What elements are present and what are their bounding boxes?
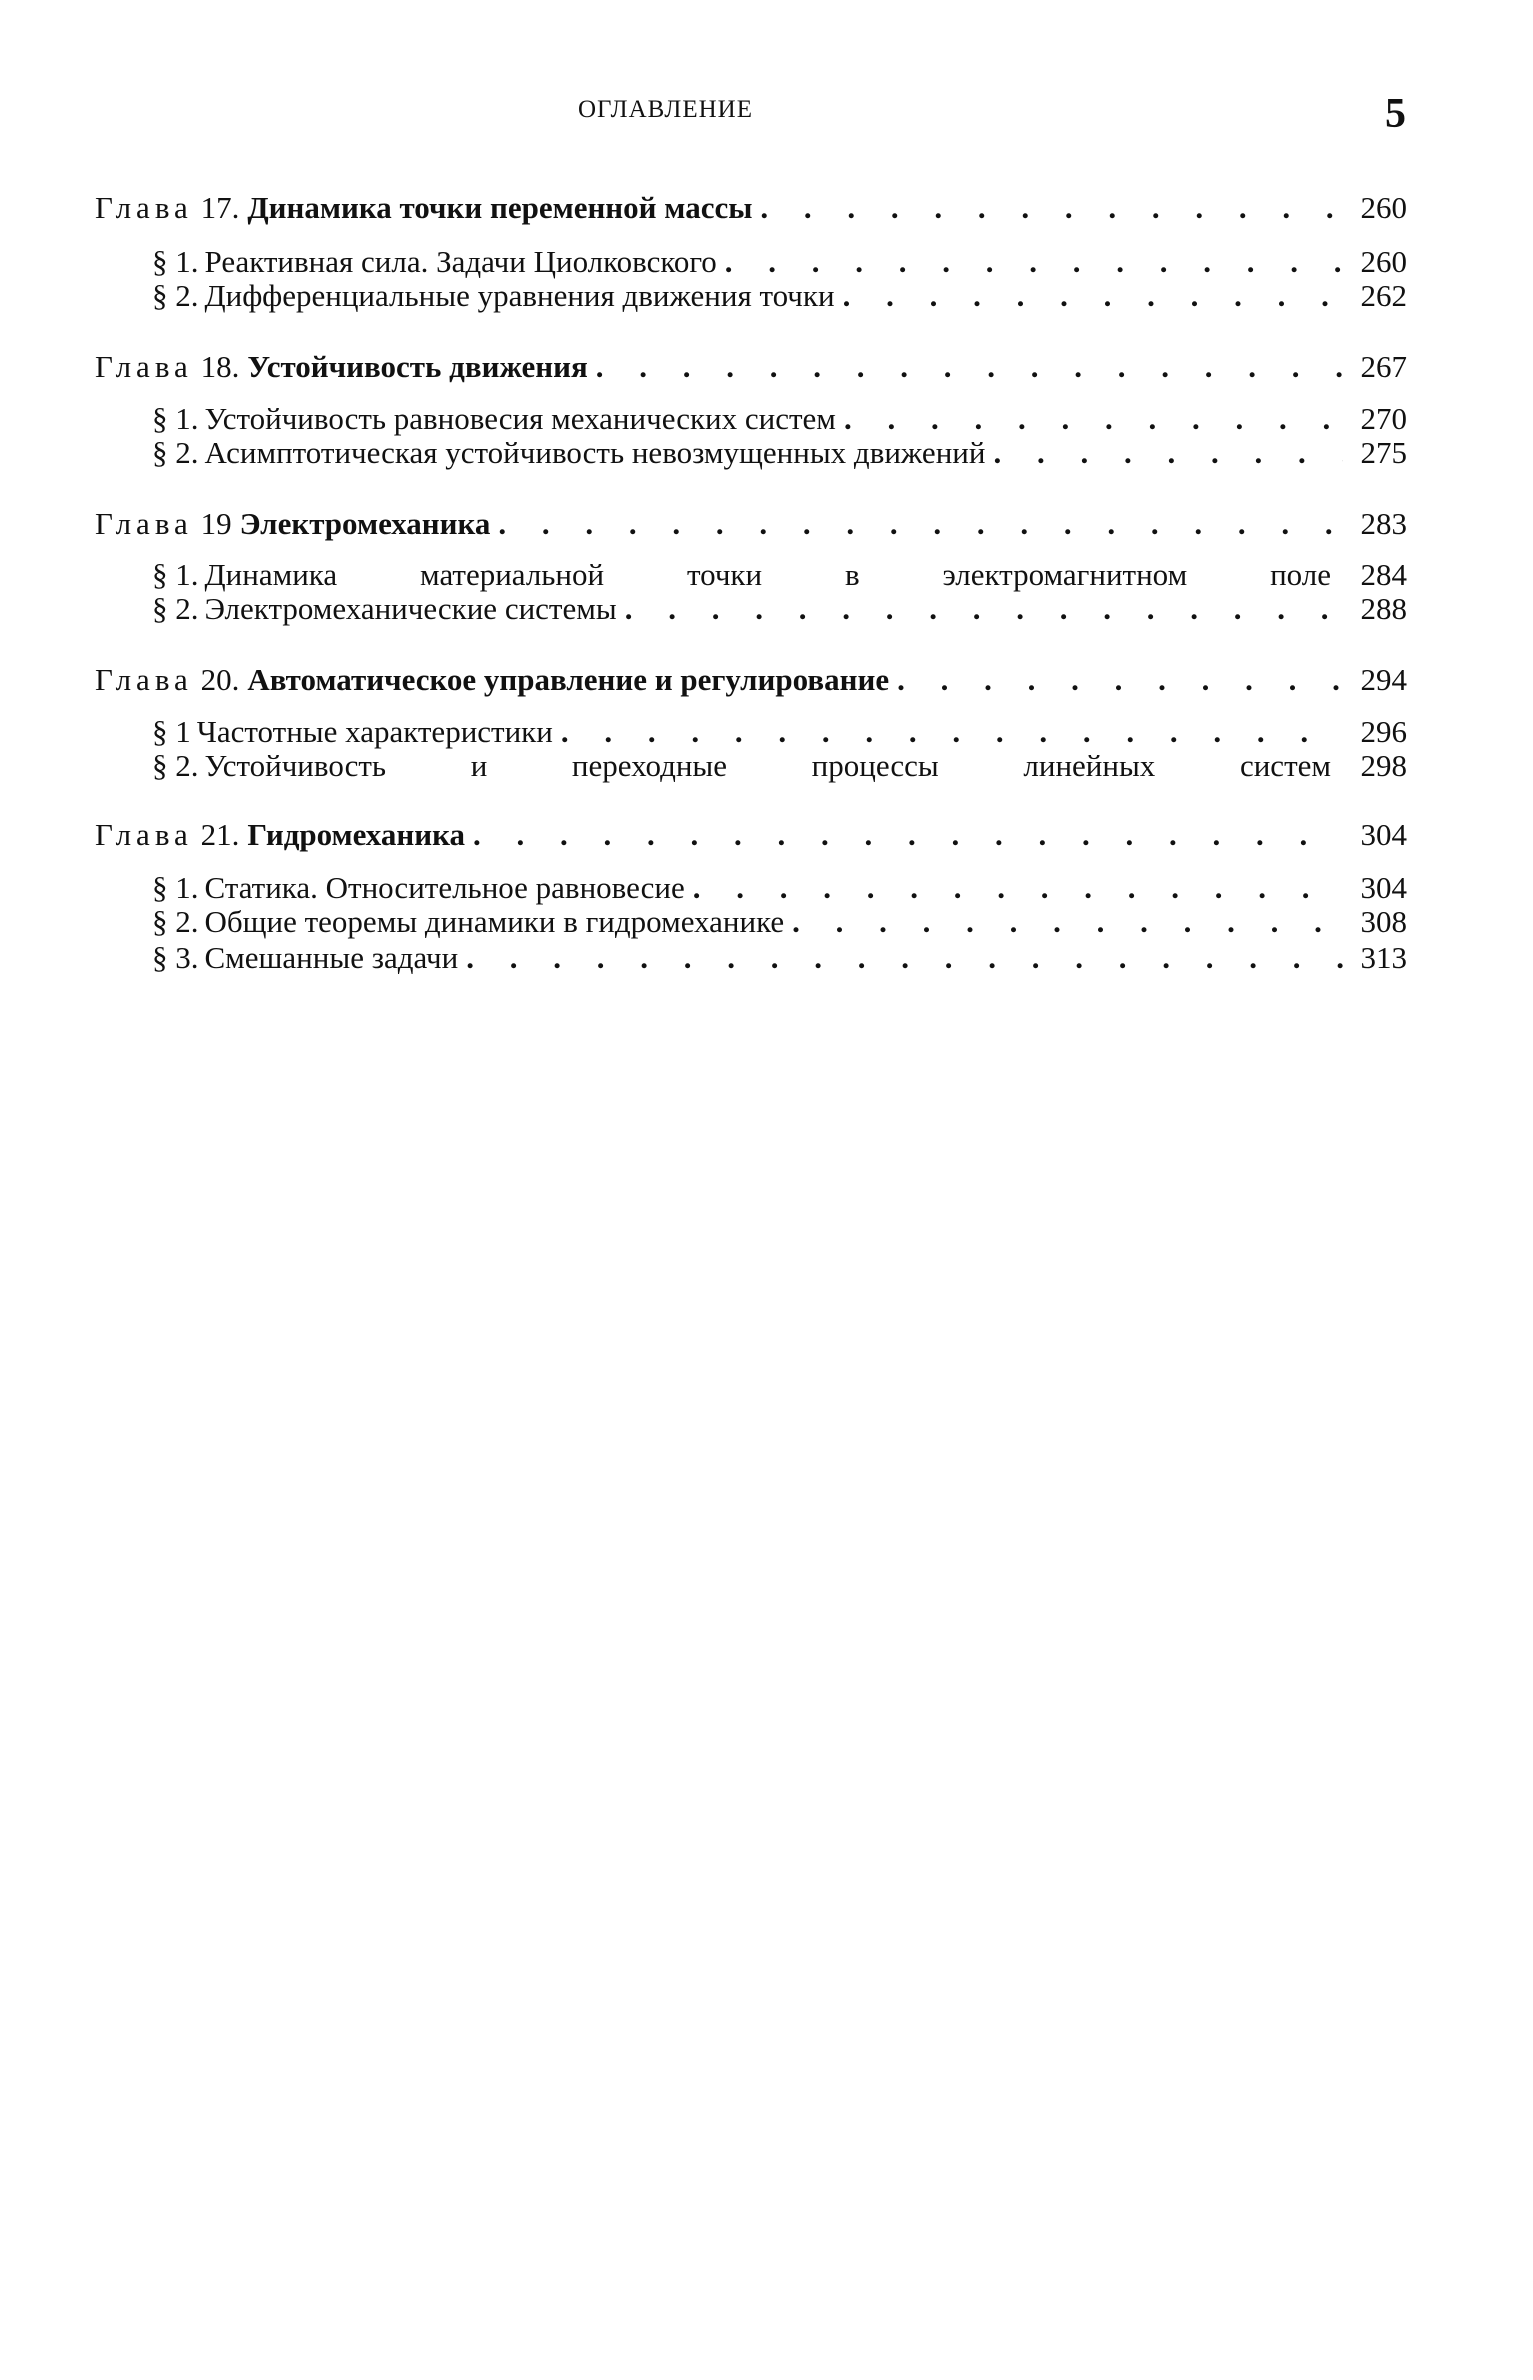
entry-label: § xyxy=(152,870,168,905)
entry-title: Автоматическое управление и регулирование xyxy=(247,662,890,697)
page-number: 5 xyxy=(1385,91,1406,137)
entry-page: 262 xyxy=(1360,278,1407,313)
toc-section xyxy=(152,870,1407,906)
toc-section xyxy=(152,714,1407,750)
entry-title: Электромеханика xyxy=(239,506,491,541)
entry-label: § xyxy=(152,904,168,939)
toc-section xyxy=(152,401,1407,437)
entry-label: Глава xyxy=(95,190,193,225)
entry-number: 20. xyxy=(200,662,240,697)
entry-title: Электромеханические системы xyxy=(204,591,617,626)
entry-title: Динамика точки переменной массы xyxy=(247,190,753,225)
entry-title: Частотные характеристики xyxy=(196,714,553,749)
entry-page: 267 xyxy=(1360,349,1407,384)
dot-leader xyxy=(466,940,1343,976)
entry-title: Устойчивость равновесия механических систем xyxy=(204,401,836,436)
toc-section xyxy=(152,748,1407,784)
entry-number: 17. xyxy=(200,190,240,225)
entry-title: Общие теоремы динамики в гидромеханике xyxy=(204,904,785,939)
entry-title: Устойчивость движения xyxy=(247,349,588,384)
toc-chapter xyxy=(95,662,1407,698)
entry-label: Глава xyxy=(95,349,193,384)
entry-title: Дифференциальные уравнения движения точки xyxy=(204,278,835,313)
header-title: ОГЛАВЛЕНИЕ xyxy=(578,96,753,123)
entry-page: 283 xyxy=(1360,506,1407,541)
entry-title: Гидромеханика xyxy=(247,817,466,852)
entry-label: § xyxy=(152,401,168,436)
dot-leader xyxy=(792,904,1343,940)
dot-leader xyxy=(844,401,1343,437)
entry-page: 260 xyxy=(1360,244,1407,279)
entry-title: Реактивная сила. Задачи Циолковского xyxy=(204,244,717,279)
toc-section xyxy=(152,278,1407,314)
entry-title: Устойчивость и переходные процессы линейных систем xyxy=(204,748,1331,783)
entry-page: 304 xyxy=(1360,817,1407,852)
entry-title: Статика. Относительное равновесие xyxy=(204,870,685,905)
entry-number: 1. xyxy=(175,401,199,436)
toc-chapter xyxy=(95,506,1407,542)
entry-number: 1 xyxy=(175,714,191,749)
entry-number: 21. xyxy=(200,817,240,852)
entry-title: Смешанные задачи xyxy=(204,940,459,975)
toc-section xyxy=(152,244,1407,280)
entry-label: § xyxy=(152,435,168,470)
entry-number: 18. xyxy=(200,349,240,384)
entry-label: § xyxy=(152,748,168,783)
dot-leader xyxy=(596,349,1343,385)
dot-leader xyxy=(561,714,1343,750)
dot-leader xyxy=(625,591,1343,627)
entry-title: Асимптотическая устойчивость невозмущенных движений xyxy=(204,435,986,470)
entry-label: Глава xyxy=(95,662,193,697)
toc-section xyxy=(152,435,1407,471)
entry-label: Глава xyxy=(95,506,193,541)
entry-label: Глава xyxy=(95,817,193,852)
dot-leader xyxy=(498,506,1343,542)
entry-number: 1. xyxy=(175,870,199,905)
toc-chapter xyxy=(95,817,1407,853)
entry-page: 296 xyxy=(1360,714,1407,749)
dot-leader xyxy=(993,435,1343,471)
toc-section xyxy=(152,904,1407,940)
entry-page: 294 xyxy=(1360,662,1407,697)
entry-page: 260 xyxy=(1360,190,1407,225)
toc-chapter xyxy=(95,190,1407,226)
dot-leader xyxy=(693,870,1343,906)
entry-number: 3. xyxy=(175,940,199,975)
entry-number: 1. xyxy=(175,244,199,279)
toc-section xyxy=(152,591,1407,627)
dot-leader xyxy=(760,190,1343,226)
entry-label: § xyxy=(152,591,168,626)
dot-leader xyxy=(897,662,1343,698)
entry-number: 2. xyxy=(175,904,199,939)
dot-leader xyxy=(725,244,1343,280)
entry-label: § xyxy=(152,714,168,749)
entry-number: 2. xyxy=(175,278,199,313)
entry-title: Динамика материальной точки в электромагнитном поле xyxy=(204,557,1331,592)
entry-page: 270 xyxy=(1360,401,1407,436)
entry-number: 19 xyxy=(200,506,232,541)
entry-label: § xyxy=(152,940,168,975)
dot-leader xyxy=(473,817,1343,853)
entry-page: 308 xyxy=(1360,904,1407,939)
entry-page: 298 xyxy=(1360,748,1407,783)
toc-section xyxy=(152,557,1407,593)
entry-number: 2. xyxy=(175,435,199,470)
entry-page: 275 xyxy=(1360,435,1407,470)
dot-leader xyxy=(843,278,1343,314)
entry-label: § xyxy=(152,557,168,592)
entry-label: § xyxy=(152,244,168,279)
entry-number: 2. xyxy=(175,748,199,783)
toc-section xyxy=(152,940,1407,976)
entry-label: § xyxy=(152,278,168,313)
entry-page: 313 xyxy=(1360,940,1407,975)
entry-page: 304 xyxy=(1360,870,1407,905)
toc-chapter xyxy=(95,349,1407,385)
entry-page: 284 xyxy=(1360,557,1407,592)
entry-number: 2. xyxy=(175,591,199,626)
entry-page: 288 xyxy=(1360,591,1407,626)
entry-number: 1. xyxy=(175,557,199,592)
